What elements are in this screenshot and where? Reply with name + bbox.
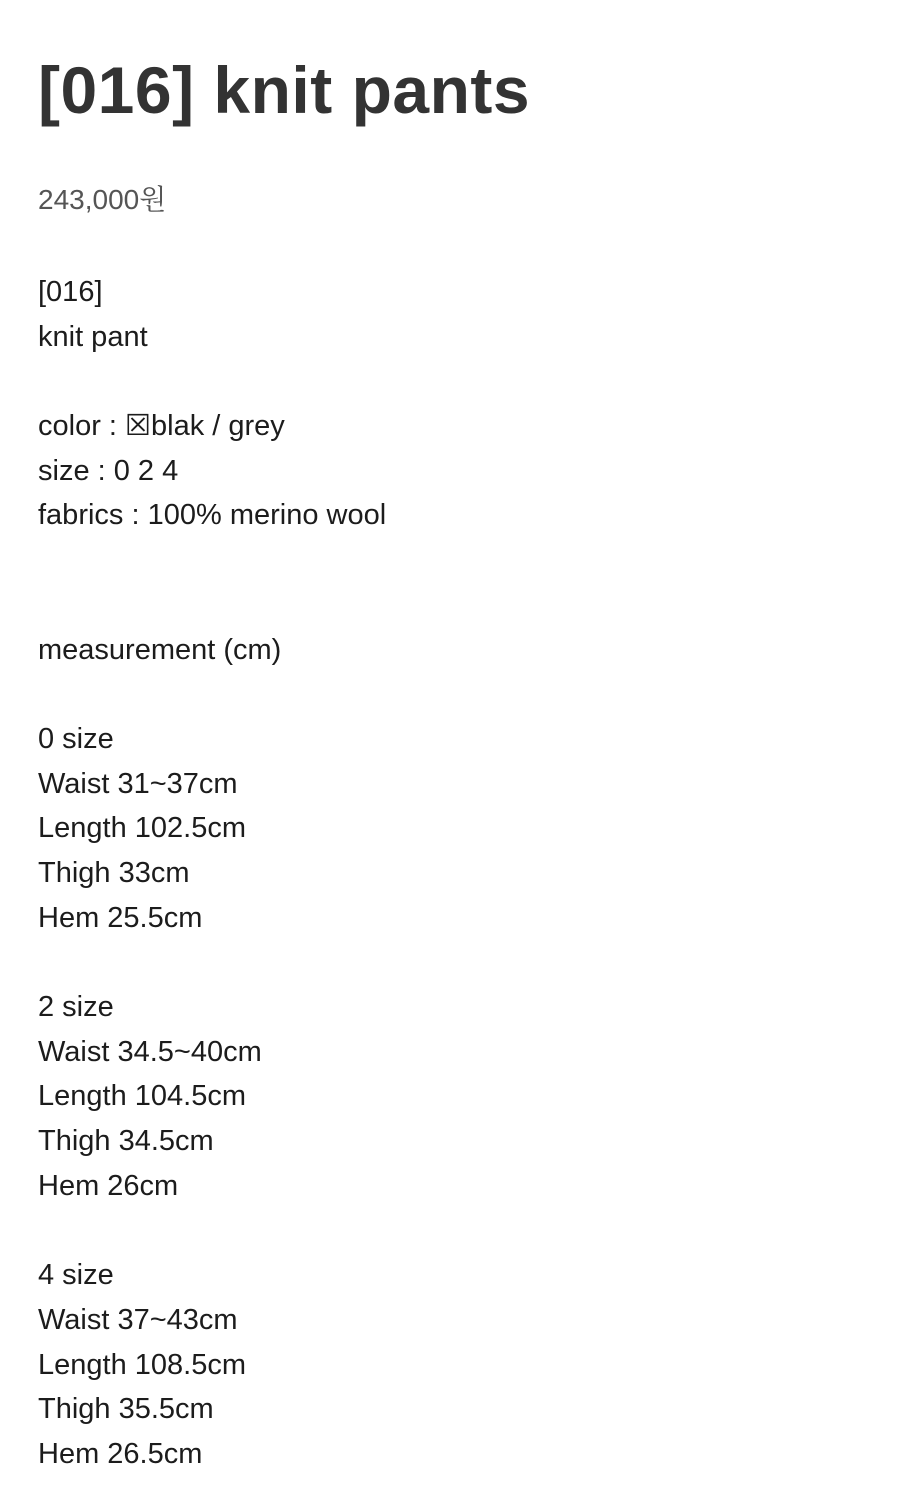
size-block-0 — [38, 717, 878, 940]
length-measurement: Length 104.5cm — [38, 1080, 246, 1113]
length-measurement: Length 102.5cm — [38, 812, 246, 845]
product-price: 243,000원 — [38, 184, 167, 215]
hem-measurement: Hem 26cm — [38, 1169, 179, 1202]
color-info: color : ☒blak / grey — [38, 410, 285, 443]
fabrics-info: fabrics : 100% merino wool — [38, 499, 387, 532]
thigh-measurement: Thigh 34.5cm — [38, 1125, 214, 1158]
product-title: [016] knit pants — [38, 53, 531, 127]
spacer — [38, 1208, 878, 1253]
size-label: 4 size — [38, 1259, 114, 1292]
measurement-heading: measurement (cm) — [38, 633, 282, 666]
thigh-measurement: Thigh 35.5cm — [38, 1393, 214, 1426]
spacer — [38, 672, 878, 717]
size-block-4 — [38, 1253, 878, 1476]
product-code: [016] — [38, 276, 103, 308]
hem-measurement: Hem 25.5cm — [38, 901, 203, 934]
length-measurement: Length 108.5cm — [38, 1348, 246, 1381]
spacer — [38, 538, 878, 627]
product-description — [38, 270, 878, 1477]
size-label: 2 size — [38, 991, 114, 1024]
waist-measurement: Waist 31~37cm — [38, 767, 238, 800]
thigh-measurement: Thigh 33cm — [38, 856, 190, 889]
size-block-2 — [38, 985, 878, 1208]
waist-measurement: Waist 34.5~40cm — [38, 1035, 262, 1068]
size-info: size : 0 2 4 — [38, 454, 179, 487]
spacer — [38, 359, 878, 404]
spacer — [38, 940, 878, 985]
waist-measurement: Waist 37~43cm — [38, 1303, 238, 1336]
product-name: knit pant — [38, 320, 148, 353]
hem-measurement: Hem 26.5cm — [38, 1437, 203, 1470]
size-label: 0 size — [38, 722, 114, 755]
